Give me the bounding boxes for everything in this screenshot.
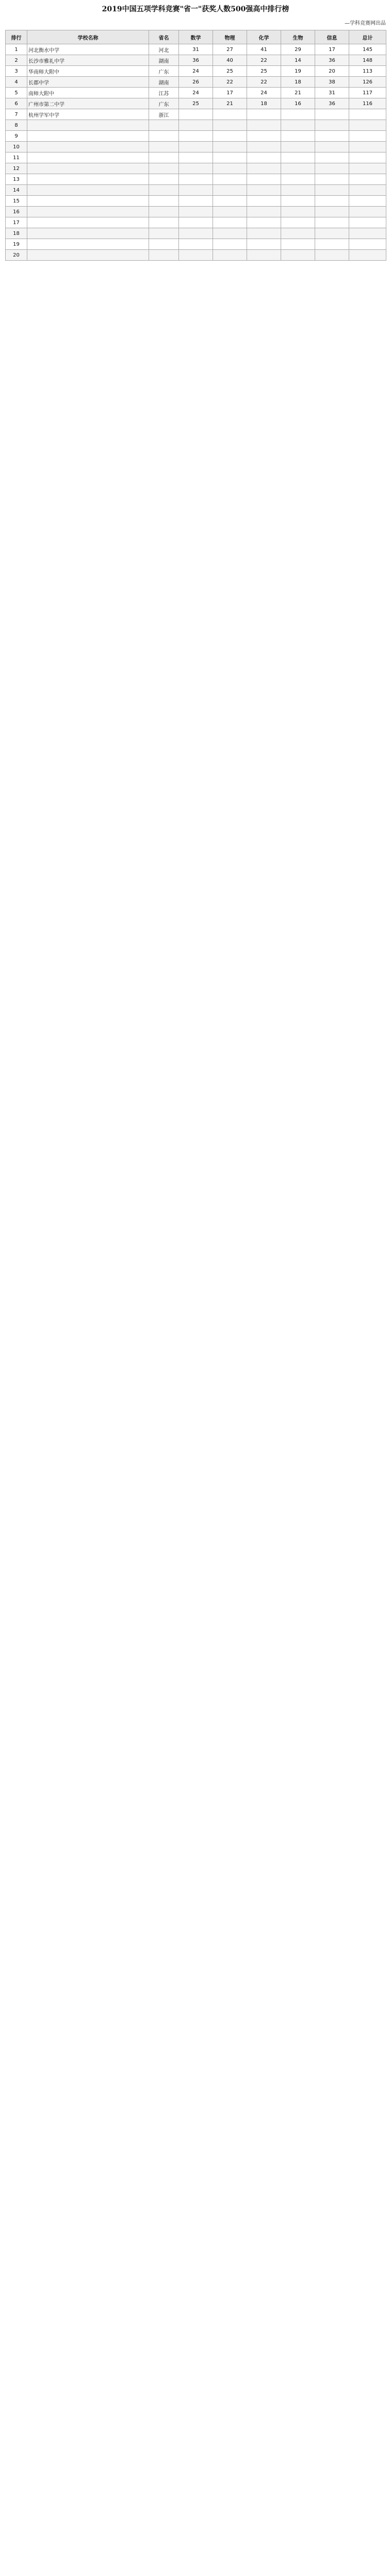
table-cell (349, 163, 386, 174)
table-cell (247, 196, 281, 207)
column-header: 总计 (349, 30, 386, 44)
table-cell (349, 196, 386, 207)
table-cell (213, 196, 247, 207)
table-cell (281, 250, 315, 261)
table-cell (315, 217, 349, 228)
table-cell: 22 (247, 55, 281, 66)
table-cell: 1 (6, 44, 27, 55)
school-name-cell (27, 120, 149, 131)
table-cell: 22 (247, 77, 281, 88)
table-cell (315, 185, 349, 196)
school-name-cell (27, 152, 149, 163)
table-cell (281, 196, 315, 207)
table-cell: 19 (6, 239, 27, 250)
column-header: 物理 (213, 30, 247, 44)
table-cell: 117 (349, 88, 386, 98)
table-cell (247, 217, 281, 228)
table-cell: 16 (281, 98, 315, 109)
table-row (6, 152, 386, 163)
school-name-cell (27, 196, 149, 207)
table-cell (179, 109, 213, 120)
table-row (6, 174, 386, 185)
table-row (6, 196, 386, 207)
table-cell (349, 250, 386, 261)
table-cell: 湖南 (149, 77, 179, 88)
table-cell (149, 228, 179, 239)
table-row (6, 66, 386, 77)
table-row (6, 44, 386, 55)
table-row (6, 88, 386, 98)
table-row (6, 250, 386, 261)
table-row (6, 228, 386, 239)
table-cell (247, 163, 281, 174)
table-cell: 16 (6, 207, 27, 217)
table-cell (281, 120, 315, 131)
table-cell: 126 (349, 77, 386, 88)
column-header: 化学 (247, 30, 281, 44)
school-name-cell: 长沙市雅礼中学 (27, 55, 149, 66)
table-cell (179, 142, 213, 152)
table-cell (281, 185, 315, 196)
table-cell (349, 228, 386, 239)
table-cell (179, 239, 213, 250)
table-cell: 36 (179, 55, 213, 66)
table-cell: 17 (213, 88, 247, 98)
table-cell (349, 152, 386, 163)
table-cell (281, 109, 315, 120)
table-cell (179, 207, 213, 217)
table-cell: 14 (281, 55, 315, 66)
table-cell (247, 207, 281, 217)
school-name-cell (27, 142, 149, 152)
table-cell: 24 (247, 88, 281, 98)
table-cell: 4 (6, 77, 27, 88)
table-cell (315, 120, 349, 131)
table-cell (247, 120, 281, 131)
table-cell (179, 196, 213, 207)
table-cell: 36 (315, 98, 349, 109)
table-cell (149, 217, 179, 228)
table-cell (179, 120, 213, 131)
table-cell (213, 217, 247, 228)
table-cell (179, 228, 213, 239)
table-cell (349, 239, 386, 250)
table-cell: 148 (349, 55, 386, 66)
table-cell (281, 239, 315, 250)
school-name-cell: 南师大附中 (27, 88, 149, 98)
school-name-cell: 杭州学军中学 (27, 109, 149, 120)
table-row (6, 217, 386, 228)
table-row (6, 207, 386, 217)
table-cell: 11 (6, 152, 27, 163)
table-cell (213, 152, 247, 163)
table-cell: 31 (315, 88, 349, 98)
table-cell (247, 142, 281, 152)
table-cell (213, 163, 247, 174)
table-cell (213, 174, 247, 185)
table-cell: 15 (6, 196, 27, 207)
table-cell: 广东 (149, 98, 179, 109)
table-cell: 18 (6, 228, 27, 239)
table-cell (281, 217, 315, 228)
table-cell (149, 174, 179, 185)
table-cell (315, 250, 349, 261)
page-title: 2019中国五项学科竞赛"省一"获奖人数500强高中排行榜 (102, 5, 289, 13)
column-header: 生物 (281, 30, 315, 44)
table-cell (281, 207, 315, 217)
table-cell (179, 217, 213, 228)
table-row (6, 77, 386, 88)
table-cell (213, 120, 247, 131)
table-cell (281, 152, 315, 163)
table-row (6, 120, 386, 131)
school-name-cell (27, 228, 149, 239)
table-cell: 3 (6, 66, 27, 77)
table-cell: 20 (6, 250, 27, 261)
table-cell: 27 (213, 44, 247, 55)
table-cell (315, 131, 349, 142)
table-cell: 12 (6, 163, 27, 174)
table-cell (247, 239, 281, 250)
table-cell: 38 (315, 77, 349, 88)
table-cell (315, 228, 349, 239)
table-cell (281, 131, 315, 142)
table-cell: 17 (315, 44, 349, 55)
table-cell: 31 (179, 44, 213, 55)
table-cell: 21 (213, 98, 247, 109)
table-cell (315, 239, 349, 250)
page-subtitle: —学科竞赛网出品 (345, 21, 386, 26)
column-header: 排行 (6, 30, 27, 44)
table-cell (349, 109, 386, 120)
school-name-cell (27, 185, 149, 196)
table-cell (315, 196, 349, 207)
school-name-cell (27, 207, 149, 217)
table-cell (213, 228, 247, 239)
school-name-cell (27, 239, 149, 250)
table-cell: 13 (6, 174, 27, 185)
table-cell: 19 (281, 66, 315, 77)
table-cell: 江苏 (149, 88, 179, 98)
table-cell: 2 (6, 55, 27, 66)
table-cell (149, 131, 179, 142)
table-header-row (6, 30, 386, 44)
table-cell (213, 185, 247, 196)
table-cell (213, 250, 247, 261)
table-cell (179, 174, 213, 185)
table-cell (247, 109, 281, 120)
table-cell: 湖南 (149, 55, 179, 66)
table-cell (179, 163, 213, 174)
table-cell (213, 109, 247, 120)
table-cell (247, 131, 281, 142)
table-cell: 20 (315, 66, 349, 77)
table-cell (247, 228, 281, 239)
table-cell: 113 (349, 66, 386, 77)
table-cell (213, 131, 247, 142)
table-cell (315, 174, 349, 185)
table-body (6, 44, 386, 261)
table-cell: 24 (179, 88, 213, 98)
table-cell (149, 196, 179, 207)
table-cell: 25 (247, 66, 281, 77)
table-cell (349, 131, 386, 142)
table-cell: 10 (6, 142, 27, 152)
ranking-table (5, 30, 386, 261)
column-header: 学校名称 (27, 30, 149, 44)
table-cell: 广东 (149, 66, 179, 77)
school-name-cell: 华南师大附中 (27, 66, 149, 77)
table-cell (349, 207, 386, 217)
school-name-cell: 长郡中学 (27, 77, 149, 88)
table-cell (281, 142, 315, 152)
column-header: 省名 (149, 30, 179, 44)
table-cell: 5 (6, 88, 27, 98)
table-cell: 14 (6, 185, 27, 196)
school-name-cell (27, 131, 149, 142)
table-cell (315, 207, 349, 217)
table-cell: 145 (349, 44, 386, 55)
table-cell: 24 (179, 66, 213, 77)
table-cell: 41 (247, 44, 281, 55)
table-cell (315, 163, 349, 174)
table-row (6, 239, 386, 250)
table-cell: 17 (6, 217, 27, 228)
table-cell (149, 120, 179, 131)
table-cell (315, 109, 349, 120)
table-cell: 18 (281, 77, 315, 88)
table-cell: 9 (6, 131, 27, 142)
table-cell (349, 174, 386, 185)
table-cell (247, 250, 281, 261)
table-cell (149, 152, 179, 163)
table-cell: 22 (213, 77, 247, 88)
table-cell (179, 152, 213, 163)
table-cell (149, 185, 179, 196)
table-cell: 7 (6, 109, 27, 120)
table-cell (213, 142, 247, 152)
table-cell (247, 174, 281, 185)
table-cell (349, 185, 386, 196)
table-cell: 25 (179, 98, 213, 109)
table-row (6, 131, 386, 142)
table-cell (179, 250, 213, 261)
table-cell (149, 163, 179, 174)
table-cell (349, 142, 386, 152)
table-cell (315, 142, 349, 152)
table-cell (281, 163, 315, 174)
table-row (6, 163, 386, 174)
table-cell (179, 185, 213, 196)
school-name-cell (27, 250, 149, 261)
table-cell (149, 207, 179, 217)
table-cell: 25 (213, 66, 247, 77)
table-row (6, 98, 386, 109)
column-header: 数学 (179, 30, 213, 44)
table-row (6, 109, 386, 120)
table-cell (149, 142, 179, 152)
table-row (6, 142, 386, 152)
school-name-cell (27, 174, 149, 185)
table-cell: 河北 (149, 44, 179, 55)
table-cell (349, 217, 386, 228)
table-cell: 18 (247, 98, 281, 109)
table-cell: 21 (281, 88, 315, 98)
table-cell: 浙江 (149, 109, 179, 120)
table-cell (247, 152, 281, 163)
table-cell: 6 (6, 98, 27, 109)
column-header: 信息 (315, 30, 349, 44)
table-cell (281, 174, 315, 185)
table-cell: 29 (281, 44, 315, 55)
table-cell (213, 207, 247, 217)
school-name-cell (27, 217, 149, 228)
school-name-cell: 广州市第二中学 (27, 98, 149, 109)
table-cell (213, 239, 247, 250)
table-cell (247, 185, 281, 196)
table-row (6, 185, 386, 196)
table-cell: 116 (349, 98, 386, 109)
table-cell (349, 120, 386, 131)
table-cell (149, 250, 179, 261)
table-cell: 8 (6, 120, 27, 131)
table-cell (281, 228, 315, 239)
school-name-cell: 河北衡水中学 (27, 44, 149, 55)
table-cell: 40 (213, 55, 247, 66)
table-cell (179, 131, 213, 142)
table-cell: 36 (315, 55, 349, 66)
table-cell (149, 239, 179, 250)
school-name-cell (27, 163, 149, 174)
table-cell: 26 (179, 77, 213, 88)
table-cell (315, 152, 349, 163)
table-row (6, 55, 386, 66)
